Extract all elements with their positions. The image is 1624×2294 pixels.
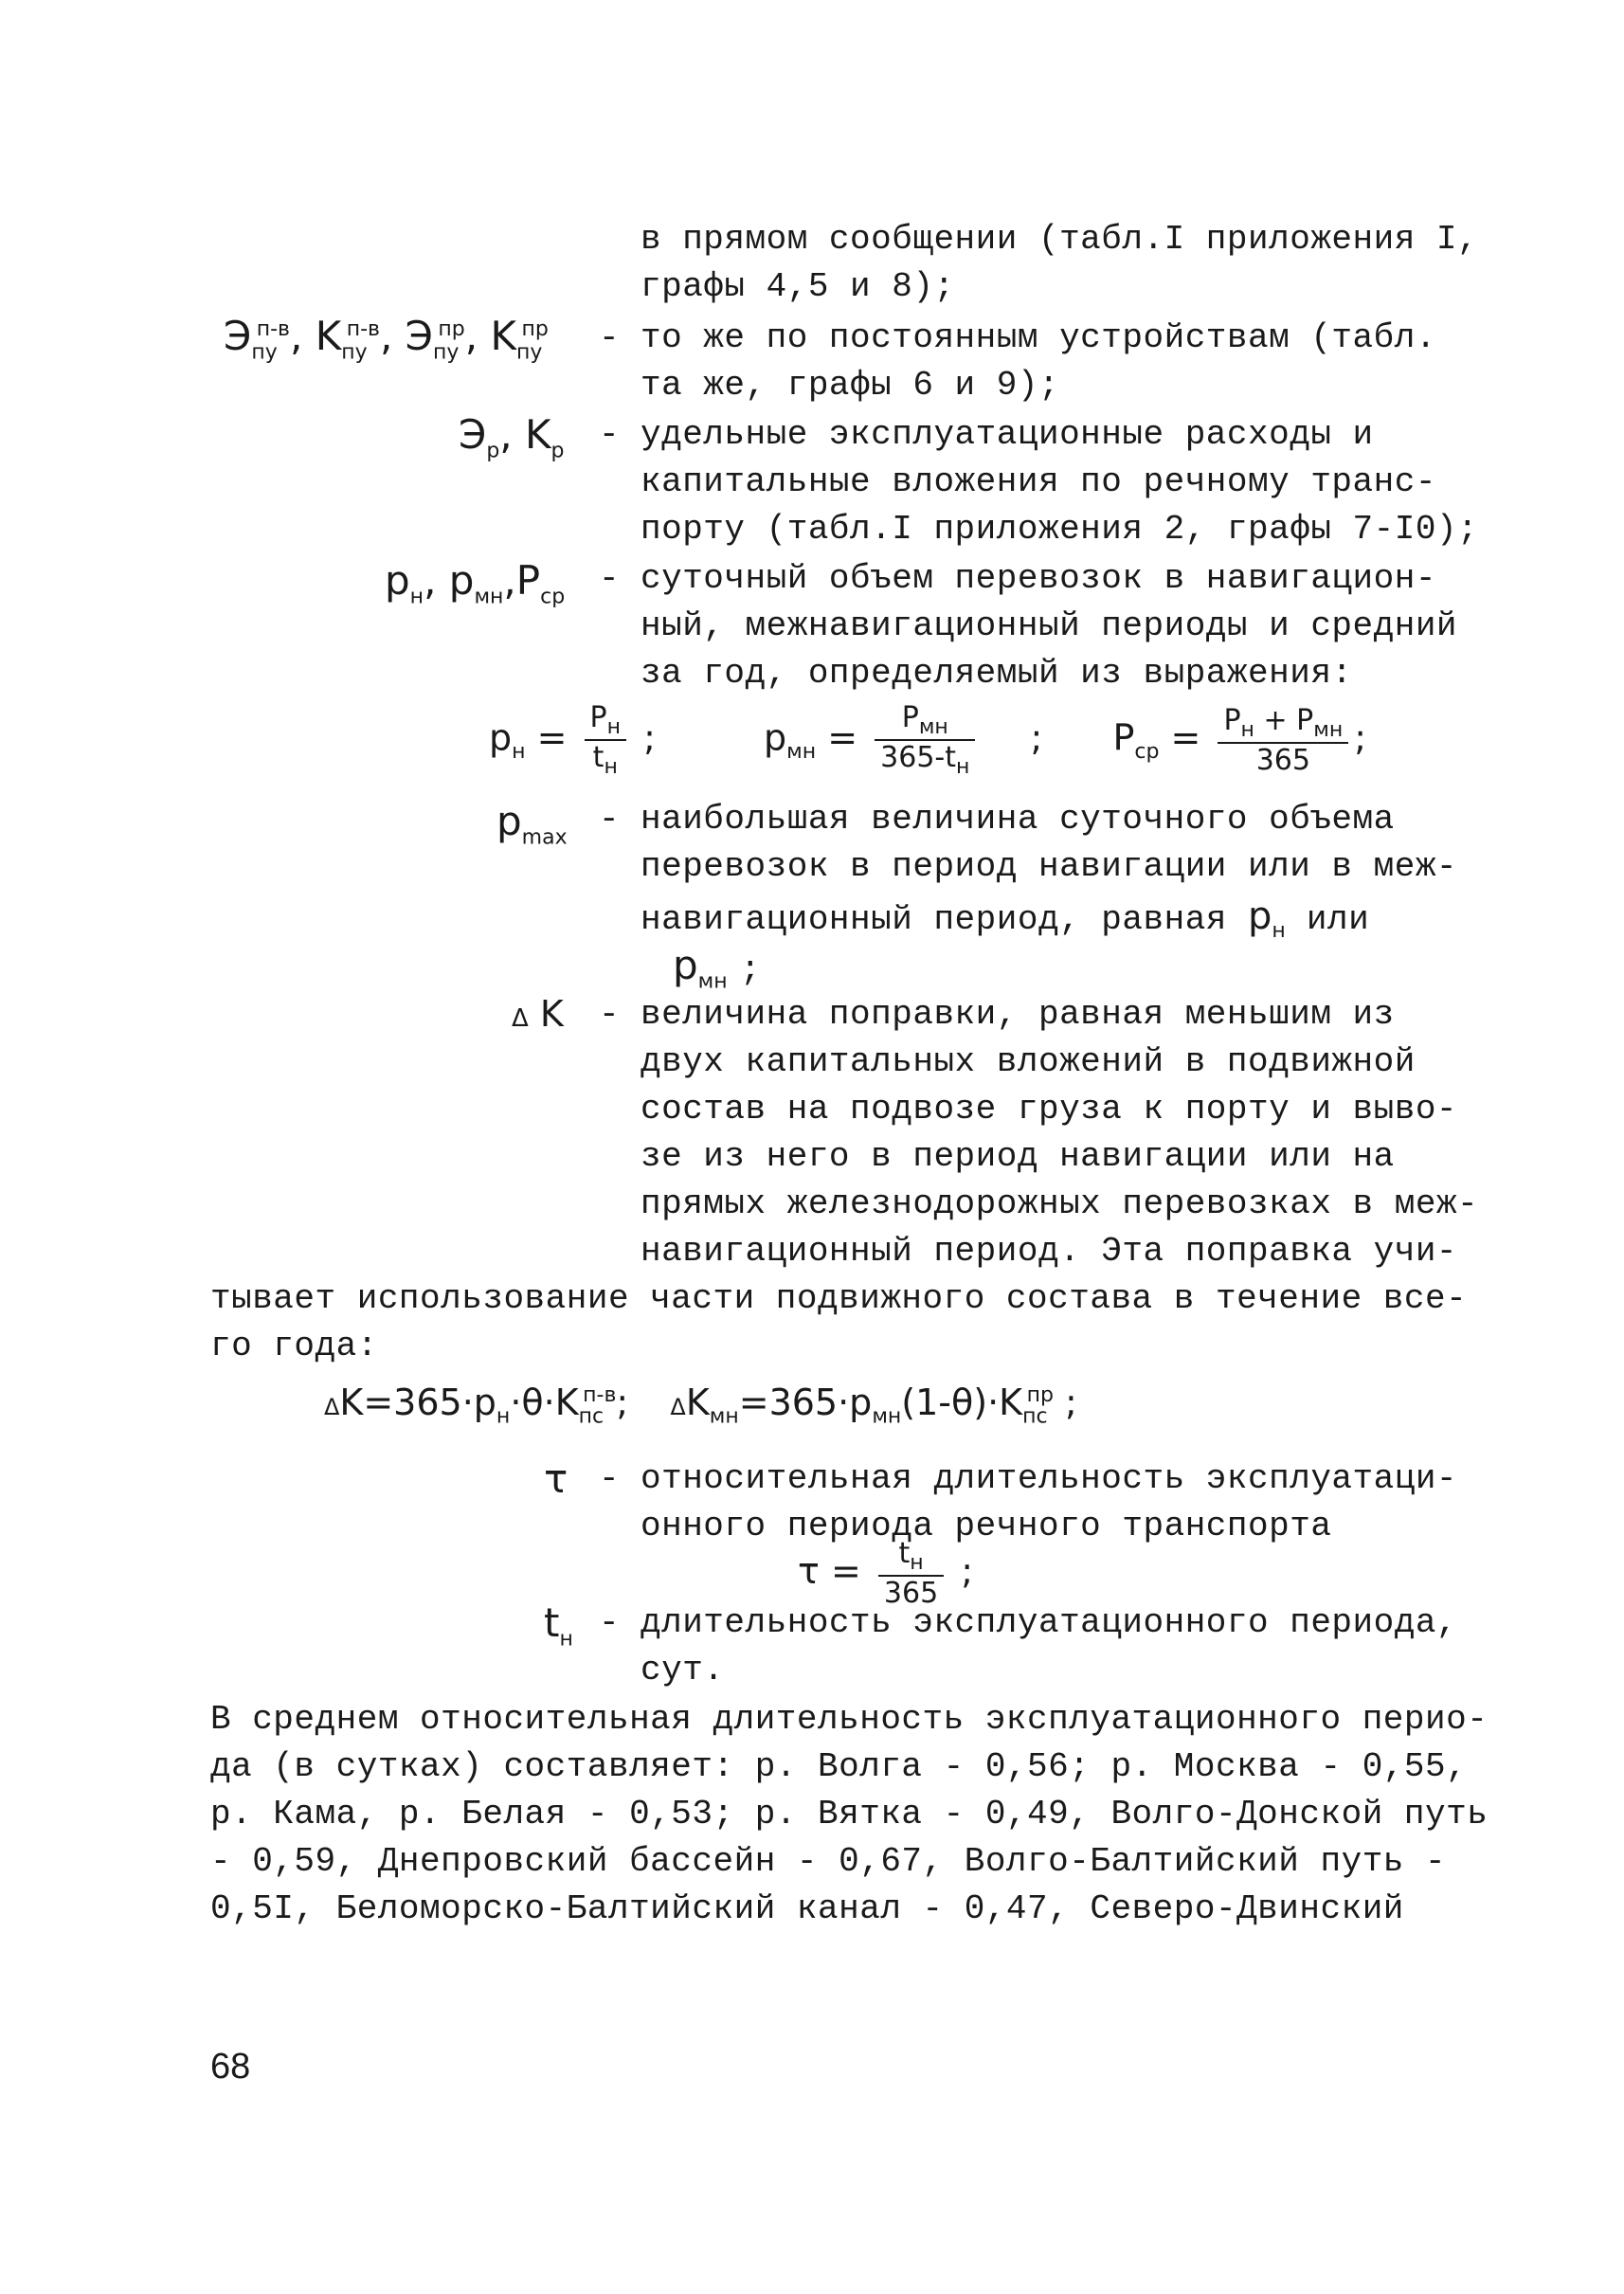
text-line: р. Кама, р. Белая - 0,53; р. Вятка - 0,49, Волго-Донской путь [210, 1795, 1489, 1833]
text-line: го года: [210, 1327, 378, 1365]
symbol-p-n-mn-sr: $p_н$, $p_{мн},P_{ср}$ [385, 557, 566, 609]
formula-delta-k: $\Delta K=365\cdot p_н\cdot\theta\cdot K_{пс}^{п-в}$; $\Delta K_{мн}=365\cdot p_{мн}(1-\theta)\cdot K_{пс}^{пр}$ ; [324, 1382, 1077, 1429]
text-line: навигационный период. Эта поправка учи- [641, 1232, 1458, 1271]
text-line: в прямом сообщении (табл.I приложения I, [641, 220, 1479, 259]
text-line: сут. [641, 1651, 725, 1689]
text-line: перевозок в период навигации или в меж- [641, 847, 1458, 886]
text-line: порту (табл.I приложения 2, графы 7-I0); [641, 510, 1479, 549]
symbol-pmn-inline: $p_{мн}$ ; [673, 942, 761, 994]
dash: - [599, 559, 620, 598]
text-line: суточный объем перевозок в навигацион- [641, 559, 1436, 598]
symbol-er-kr: $Э_р$, $K_р$ [459, 411, 565, 463]
text-line: величина поправки, равная меньшим из [641, 995, 1395, 1034]
text-line: удельные эксплуатационные расходы и [641, 415, 1374, 454]
formula-tau: τ = $\frac{t_н}{365}$ ; [798, 1537, 974, 1610]
text-line: зе из него в период навигации или на [641, 1137, 1395, 1176]
symbol-tau: τ [544, 1455, 568, 1502]
dash: - [599, 800, 620, 839]
text-line: 0,5I, Беломорско-Балтийский канал - 0,47, Северо-Двинский [210, 1889, 1404, 1928]
symbol-epu-kpu: $Э_{пу}^{п-в}$, $K_{пу}^{п-в}$, $Э_{пу}^{пр}$, $K_{пу}^{пр}$ [224, 313, 549, 365]
text-line: В среднем относительная длительность эксплуатационного перио- [210, 1700, 1489, 1739]
symbol-pmax: $p_{max}$ [496, 798, 568, 850]
text-line: за год, определяемый из выражения: [641, 654, 1353, 693]
text-line: - 0,59, Днепровский бассейн - 0,67, Волго-Балтийский путь - [210, 1842, 1447, 1881]
text-line: графы 4,5 и 8); [641, 267, 955, 306]
symbol-pn-inline: $p_н$ [1248, 894, 1286, 943]
formula-daily-volume: $p_н$ = $\frac{P_н}{t_н}$ ; $p_{мн}$ = $\frac{P_{мн}}{365-t_н}$ ; $P_{ср}$ = $\frac{P_н + P_{мн}}{365}$ ; [489, 701, 1367, 779]
dash: - [599, 415, 620, 454]
text-line: длительность эксплуатационного периода, [641, 1603, 1458, 1642]
text-line: та же, графы 6 и 9); [641, 366, 1060, 405]
text-line: капитальные вложения по речному транс- [641, 462, 1436, 501]
text-line-with-symbol: навигационный период, равная $p_н$ или [641, 894, 1370, 943]
text-line: относительная длительность эксплуатаци- [641, 1459, 1458, 1498]
text-line: двух капитальных вложений в подвижной [641, 1042, 1416, 1081]
page-number: 68 [210, 2047, 251, 2086]
text-line: прямых железнодорожных перевозках в меж- [641, 1184, 1479, 1223]
text-line: тывает использование части подвижного состава в течение все- [210, 1279, 1468, 1318]
dash: - [599, 995, 620, 1034]
symbol-tn: $t_н$ [544, 1599, 573, 1652]
dash: - [599, 1603, 620, 1642]
text-line: то же по постоянным устройствам (табл. [641, 318, 1436, 357]
text-line: онного периода речного транспорта [641, 1507, 1332, 1545]
text-line: да (в сутках) составляет: р. Волга - 0,56; р. Москва - 0,55, [210, 1747, 1468, 1786]
text-line: состав на подвозе груза к порту и выво- [641, 1090, 1458, 1129]
text-line: наибольшая величина суточного объема [641, 800, 1395, 839]
symbol-delta-k: Δ K [512, 993, 564, 1035]
dash: - [599, 318, 620, 357]
text-line: ный, межнавигационный периоды и средний [641, 606, 1458, 645]
dash: - [599, 1459, 620, 1498]
